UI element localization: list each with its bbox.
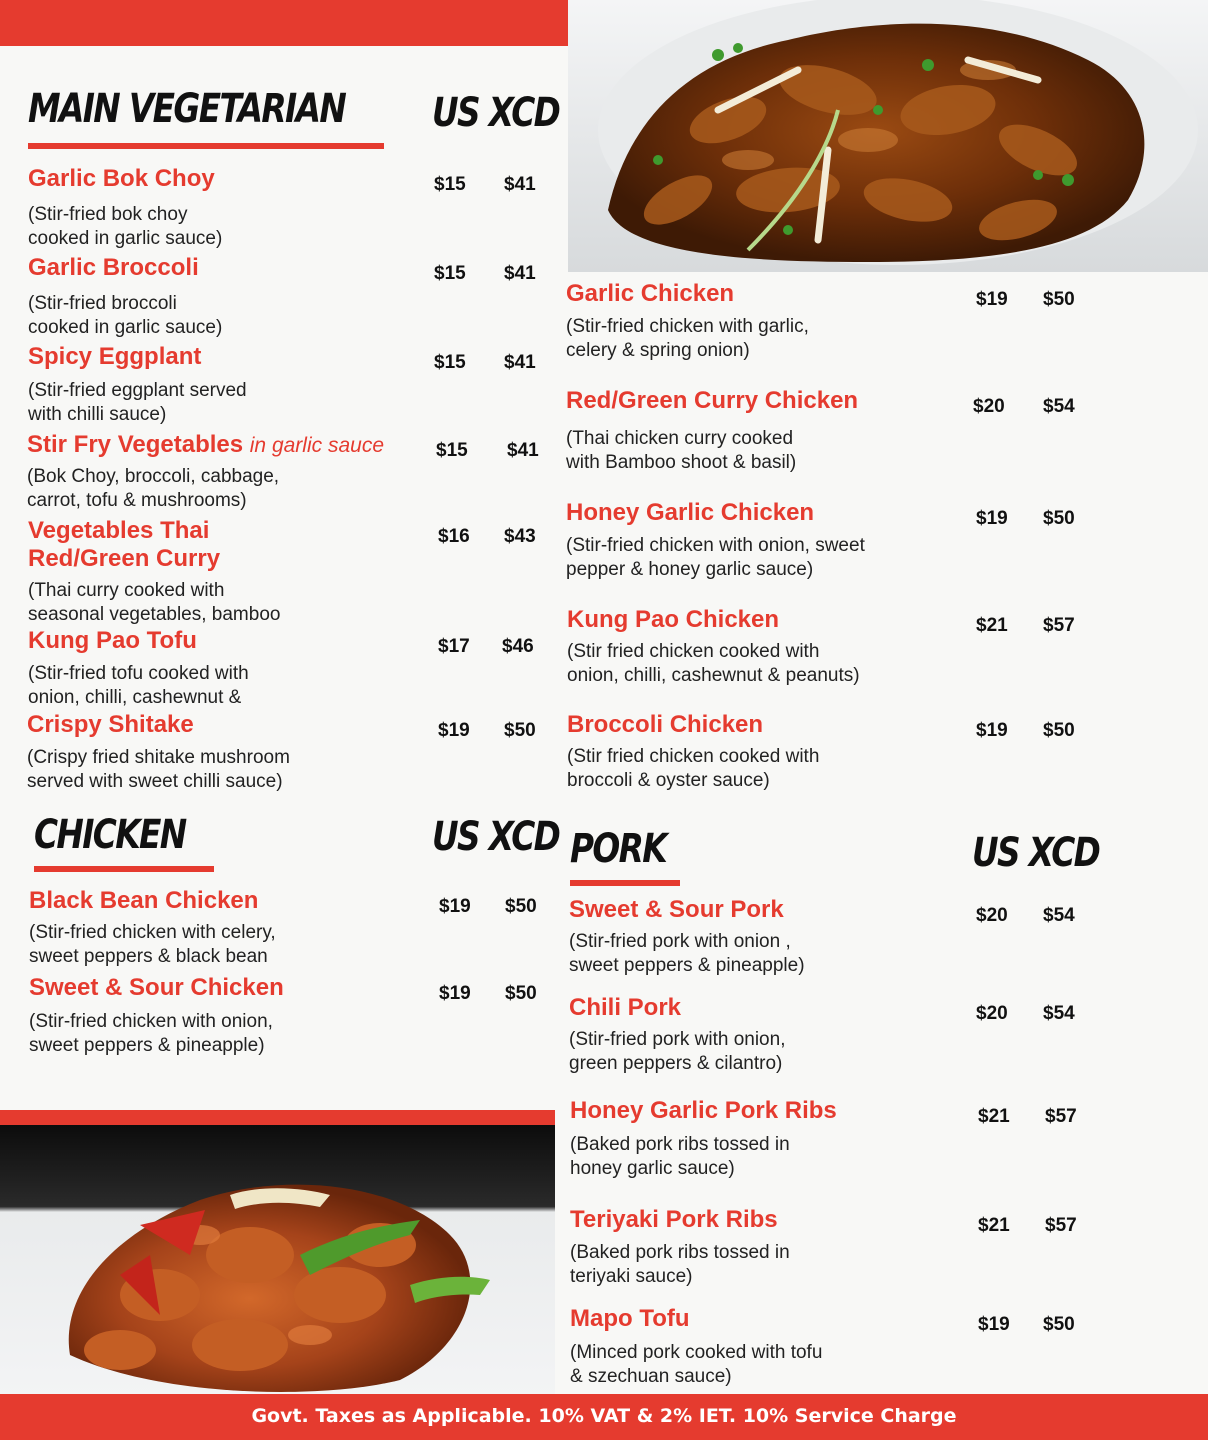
menu-item-description-garlic-broccoli: (Stir-fried broccoli cooked in garlic sauce) <box>28 293 223 338</box>
price-xcd-garlic-bok-choy: $41 <box>504 174 536 195</box>
menu-item-name-garlic-bok-choy <box>28 165 215 193</box>
menu-item-name-honey-garlic-pork-ribs <box>570 1097 837 1125</box>
vegetarian-currency-header: US XCD <box>432 90 560 136</box>
menu-item-name-mapo-tofu <box>570 1305 690 1333</box>
menu-item-title: Honey Garlic Chicken <box>566 499 815 526</box>
menu-item-title: Sweet & Sour Pork <box>569 896 784 923</box>
price-xcd-red-green-curry-chicken: $54 <box>1043 396 1075 417</box>
price-xcd-spicy-eggplant: $41 <box>504 352 536 373</box>
price-us-stir-fry-vegetables: $15 <box>436 440 468 461</box>
menu-item-title: Black Bean Chicken <box>29 887 259 914</box>
price-xcd-chili-pork: $54 <box>1043 1003 1075 1024</box>
menu-item-description-honey-garlic-pork-ribs: (Baked pork ribs tossed in honey garlic sauce) <box>570 1134 790 1179</box>
price-us-mapo-tofu: $19 <box>978 1314 1010 1335</box>
price-xcd-honey-garlic-chicken: $50 <box>1043 508 1075 529</box>
price-xcd-mapo-tofu: $50 <box>1043 1314 1075 1335</box>
sweet-sour-chicken-photo-illustration <box>0 1125 555 1397</box>
menu-item-title: Kung Pao Tofu <box>28 627 197 654</box>
price-xcd-kung-pao-tofu: $46 <box>502 636 534 657</box>
menu-item-title: Chili Pork <box>569 994 682 1021</box>
price-xcd-stir-fry-vegetables: $41 <box>507 440 539 461</box>
price-xcd-honey-garlic-pork-ribs: $57 <box>1045 1106 1077 1127</box>
menu-item-title: Garlic Broccoli <box>28 254 199 281</box>
menu-item-description-broccoli-chicken: (Stir fried chicken cooked with broccoli & oyster sauce) <box>567 746 820 791</box>
menu-item-description-crispy-shitake: (Crispy fried shitake mushroom served with sweet chilli sauce) <box>27 747 290 792</box>
menu-item-description-black-bean-chicken: (Stir-fried chicken with celery, sweet peppers & black bean <box>29 922 276 967</box>
price-xcd-teriyaki-pork-ribs: $57 <box>1045 1215 1077 1236</box>
menu-item-description-garlic-chicken: (Stir-fried chicken with garlic, celery & spring onion) <box>566 316 809 361</box>
menu-item-title: Red/Green Curry Chicken <box>566 387 859 414</box>
menu-item-name-honey-garlic-chicken <box>566 499 814 527</box>
menu-item-title: Crispy Shitake <box>27 711 194 738</box>
menu-item-description-teriyaki-pork-ribs: (Baked pork ribs tossed in teriyaki sauce) <box>570 1242 790 1287</box>
menu-item-title: Mapo Tofu <box>570 1305 690 1332</box>
price-xcd-kung-pao-chicken: $57 <box>1043 615 1075 636</box>
price-xcd-vegetables-thai-red-green-curry: $43 <box>504 526 536 547</box>
photo-red-strip <box>0 1110 555 1126</box>
price-us-teriyaki-pork-ribs: $21 <box>978 1215 1010 1236</box>
menu-item-title: Broccoli Chicken <box>567 711 764 738</box>
menu-item-description-chili-pork: (Stir-fried pork with onion, green peppers & cilantro) <box>569 1029 786 1074</box>
vegetarian-heading: MAIN VEGETARIAN <box>28 86 346 132</box>
price-us-kung-pao-chicken: $21 <box>976 615 1008 636</box>
menu-item-description-spicy-eggplant: (Stir-fried eggplant served with chilli sauce) <box>28 380 247 425</box>
price-xcd-black-bean-chicken: $50 <box>505 896 537 917</box>
menu-item-name-stir-fry-vegetables <box>27 431 384 460</box>
price-xcd-sweet-sour-pork: $54 <box>1043 905 1075 926</box>
price-xcd-sweet-sour-chicken: $50 <box>505 983 537 1004</box>
menu-item-name-vegetables-thai-red-green-curry <box>28 517 220 573</box>
price-us-red-green-curry-chicken: $20 <box>973 396 1005 417</box>
menu-item-name-kung-pao-chicken <box>567 606 779 634</box>
menu-item-title: Stir Fry Vegetables <box>27 431 244 458</box>
menu-item-name-kung-pao-tofu <box>28 627 197 655</box>
menu-item-name-crispy-shitake <box>27 711 194 739</box>
footer-tax-note: Govt. Taxes as Applicable. 10% VAT & 2% IET. 10% Service Charge <box>0 1394 1208 1440</box>
menu-item-name-spicy-eggplant <box>28 343 201 371</box>
menu-item-name-garlic-broccoli <box>28 254 199 282</box>
pork-heading: PORK <box>570 826 667 872</box>
price-us-vegetables-thai-red-green-curry: $16 <box>438 526 470 547</box>
menu-item-description-red-green-curry-chicken: (Thai chicken curry cooked with Bamboo shoot & basil) <box>566 428 797 473</box>
menu-item-description-kung-pao-tofu: (Stir-fried tofu cooked with onion, chilli, cashewnut & <box>28 663 249 708</box>
menu-item-title: Sweet & Sour Chicken <box>29 974 284 1001</box>
menu-item-title: Teriyaki Pork Ribs <box>570 1206 778 1233</box>
price-us-honey-garlic-chicken: $19 <box>976 508 1008 529</box>
menu-item-name-broccoli-chicken <box>567 711 763 739</box>
pork-currency-header: US XCD <box>972 830 1100 876</box>
price-us-spicy-eggplant: $15 <box>434 352 466 373</box>
price-xcd-crispy-shitake: $50 <box>504 720 536 741</box>
chicken-heading-underline <box>34 866 214 872</box>
pork-heading-underline <box>570 880 680 886</box>
menu-item-description-sweet-sour-chicken: (Stir-fried chicken with onion, sweet peppers & pineapple) <box>29 1011 273 1056</box>
menu-item-title: Honey Garlic Pork Ribs <box>570 1097 837 1124</box>
sweet-sour-chicken-photo <box>0 1125 555 1397</box>
price-us-honey-garlic-pork-ribs: $21 <box>978 1106 1010 1127</box>
price-us-crispy-shitake: $19 <box>438 720 470 741</box>
chicken-heading: CHICKEN <box>34 812 186 858</box>
menu-item-description-sweet-sour-pork: (Stir-fried pork with onion , sweet peppers & pineapple) <box>569 931 805 976</box>
price-us-sweet-sour-pork: $20 <box>976 905 1008 926</box>
menu-item-title: Garlic Bok Choy <box>28 165 215 192</box>
top-red-bar <box>0 0 568 46</box>
menu-item-name-sweet-sour-chicken <box>29 974 284 1002</box>
menu-item-name-black-bean-chicken <box>29 887 258 915</box>
menu-item-title: Vegetables Thai Red/Green Curry <box>28 517 221 572</box>
menu-item-description-garlic-bok-choy: (Stir-fried bok choy cooked in garlic sauce) <box>28 204 223 249</box>
menu-item-name-garlic-chicken <box>566 280 734 308</box>
menu-item-description-kung-pao-chicken: (Stir fried chicken cooked with onion, chilli, cashewnut & peanuts) <box>567 641 860 686</box>
menu-item-description-mapo-tofu: (Minced pork cooked with tofu & szechuan sauce) <box>570 1342 823 1387</box>
garlic-chicken-photo-illustration <box>568 0 1208 272</box>
menu-item-name-teriyaki-pork-ribs <box>570 1206 778 1234</box>
menu-item-name-chili-pork <box>569 994 681 1022</box>
chicken-currency-header: US XCD <box>432 814 560 860</box>
price-us-garlic-broccoli: $15 <box>434 263 466 284</box>
menu-item-description-stir-fry-vegetables: (Bok Choy, broccoli, cabbage, carrot, tofu & mushrooms) <box>27 466 280 511</box>
price-us-kung-pao-tofu: $17 <box>438 636 470 657</box>
price-us-sweet-sour-chicken: $19 <box>439 983 471 1004</box>
menu-item-title: Kung Pao Chicken <box>567 606 780 633</box>
menu-item-name-red-green-curry-chicken <box>566 387 858 415</box>
vegetarian-heading-underline <box>28 143 384 149</box>
price-us-broccoli-chicken: $19 <box>976 720 1008 741</box>
price-xcd-garlic-broccoli: $41 <box>504 263 536 284</box>
price-us-black-bean-chicken: $19 <box>439 896 471 917</box>
price-xcd-garlic-chicken: $50 <box>1043 289 1075 310</box>
menu-item-title: Spicy Eggplant <box>28 343 202 370</box>
price-xcd-broccoli-chicken: $50 <box>1043 720 1075 741</box>
menu-item-title: Garlic Chicken <box>566 280 735 307</box>
menu-item-description-honey-garlic-chicken: (Stir-fried chicken with onion, sweet pepper & honey garlic sauce) <box>566 535 865 580</box>
price-us-garlic-bok-choy: $15 <box>434 174 466 195</box>
price-us-chili-pork: $20 <box>976 1003 1008 1024</box>
menu-item-subtitle: in garlic sauce <box>249 434 384 457</box>
price-us-garlic-chicken: $19 <box>976 289 1008 310</box>
menu-item-name-sweet-sour-pork <box>569 896 784 924</box>
menu-item-description-vegetables-thai-red-green-curry: (Thai curry cooked with seasonal vegetables, bamboo <box>28 580 281 625</box>
garlic-chicken-photo <box>568 0 1208 272</box>
